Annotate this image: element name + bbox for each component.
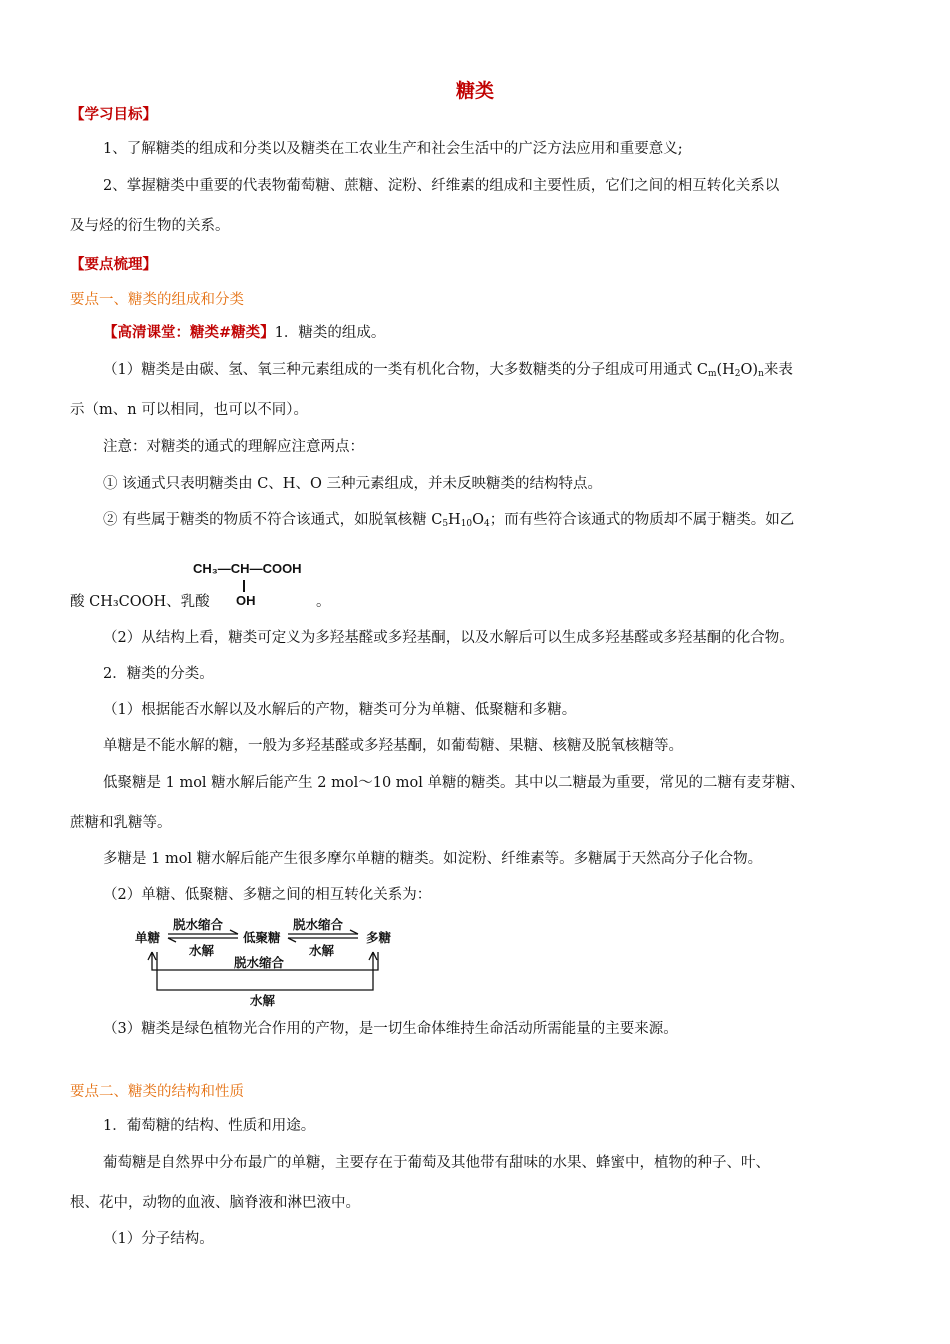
note2-sub-5: 5 [442,519,449,529]
paragraph-1-line-2: 示（m、n 可以相同，也可以不同）。 [70,402,308,418]
goals-heading: 【学习目标】 [70,107,157,123]
glucose-line-2: 根、花中，动物的血液、脑脊液和淋巴液中。 [70,1195,360,1211]
classification-heading: 2．糖类的分类。 [103,666,214,682]
note-heading: 注意：对糖类的通式的理解应注意两点： [103,439,364,455]
classification-3: （3）糖类是绿色植物光合作用的产物，是一切生命体维持生命活动所需能量的主要来源。 [103,1021,678,1037]
monosaccharide-text: 单糖是不能水解的糖，一般为多羟基醛或多羟基酮，如葡萄糖、果糖、核糖及脱氧核糖等。 [103,738,683,754]
p1-sub-n: n [758,369,764,379]
glucose-line-1: 葡萄糖是自然界中分布最广的单糖，主要存在于葡萄及其他带有甜味的水果、蜂蜜中，植物的种子、叶、 [103,1155,770,1171]
diagram-hydrolyze-1: 水解 [189,943,215,958]
goal-1: 1、了解糖类的组成和分类以及糖类在工农业生产和社会生活中的广泛方法应用和重要意义; [103,141,683,157]
diagram-polysaccharide: 多糖 [366,930,392,945]
note2-a: ② 有些属于糖类的物质不符合该通式，如脱氧核糖 C [103,512,443,528]
goal-2-line-2: 及与烃的衍生物的关系。 [70,218,230,234]
polysaccharide-text: 多糖是 1 mol 糖水解后能产生很多摩尔单糖的糖类。如淀粉、纤维素等。多糖属于天然高分子化合物。 [103,851,763,867]
conversion-diagram [130,912,400,1008]
classification-1: （1）根据能否水解以及水解后的产物，糖类可分为单糖、低聚糖和多糖。 [103,702,577,718]
diagram-oligosaccharide: 低聚糖 [243,930,281,945]
p1-text: （1）糖类是由碳、氢、氧三种元素组成的一类有机化合物，大多数糖类的分子组成可用通式 C [103,362,708,378]
p1-sub-2: 2 [734,369,741,379]
note2-o: O [472,512,485,528]
note2-h: H [448,512,461,528]
paragraph-1-line-1 [103,360,793,384]
p1-end: 来表 [763,362,793,378]
note-2-line-1 [103,510,794,534]
diagram-dehydrate-2: 脱水缩合 [293,917,344,932]
paragraph-2: （2）从结构上看，糖类可定义为多羟基醛或多羟基酮，以及水解后可以生成多羟基醛或多羟基酮的化合物。 [103,630,794,646]
diagram-dehydrate-3: 脱水缩合 [234,955,285,970]
note-1: ① 该通式只表明糖类由 C、H、O 三种元素组成，并未反映糖类的结构特点。 [103,476,602,492]
lactic-acid-formula: CH₃—CH—COOH [193,561,302,576]
goal-2-line-1: 2、掌握糖类中重要的代表物葡萄糖、蔗糖、淀粉、纤维素的组成和主要性质，它们之间的相互转化关系以 [103,178,780,194]
lactic-acid-bond [243,580,245,592]
note-2-period: 。 [316,594,331,610]
point-1-heading: 要点一、糖类的组成和分类 [70,292,244,308]
diagram-monosaccharide: 单糖 [135,930,161,945]
p1-mid2: O) [740,362,759,378]
point-2-heading: 要点二、糖类的结构和性质 [70,1084,244,1100]
p1-mid: (H [716,362,735,378]
molecular-structure-heading: （1）分子结构。 [103,1231,214,1247]
classification-2: （2）单糖、低聚糖、多糖之间的相互转化关系为： [103,887,432,903]
note2-sub-4: 4 [484,519,490,529]
glucose-heading: 1．葡萄糖的结构、性质和用途。 [103,1118,316,1134]
diagram-dehydrate-1: 脱水缩合 [173,917,224,932]
hd-class-line [103,323,385,343]
lactic-acid-oh: OH [236,593,256,608]
note2-sub-10: 10 [460,519,473,529]
diagram-hydrolyze-2: 水解 [309,943,335,958]
composition-heading: 1．糖类的组成。 [274,325,386,341]
oligosaccharide-line-2: 蔗糖和乳糖等。 [70,815,172,831]
p1-sub-m: m [707,369,717,379]
oligosaccharide-line-1: 低聚糖是 1 mol 糖水解后能产生 2 mol～10 mol 单糖的糖类。其中以二糖最为重要，常见的二糖有麦芽糖、 [103,775,805,791]
hd-class-label: 【高清课堂：糖类#糖类】 [103,325,275,341]
diagram-hydrolyze-3: 水解 [250,993,276,1008]
note2-b: ；而有些符合该通式的物质却不属于糖类。如乙 [489,512,795,528]
points-heading: 【要点梳理】 [70,257,157,273]
page-title: 糖类 [455,80,494,102]
note-2-line-2: 酸 CH₃COOH、乳酸 [70,594,210,610]
